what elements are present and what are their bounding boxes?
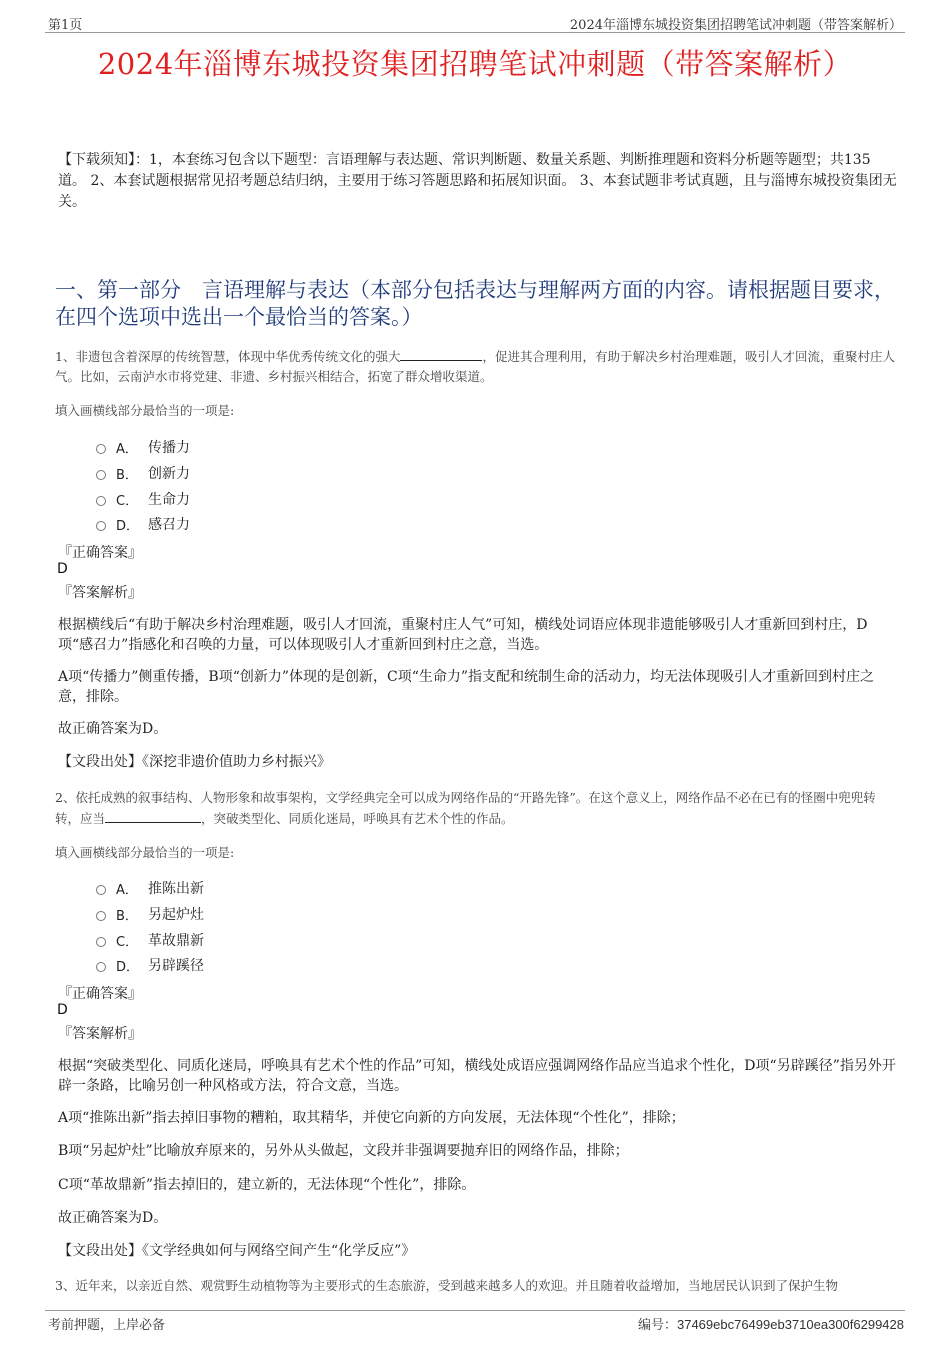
question-2-stem-after: ，突破类型化、同质化迷局，呼唤具有艺术个性的作品。 bbox=[201, 811, 514, 826]
question-2-analysis-1: 根据“突破类型化、同质化迷局，呼唤具有艺术个性的作品”可知，横线处成语应强调网络作品应当追求个性化，D项“另辟蹊径”指另外开辟一条路，比喻另创一种风格或方法，符合文意，当选。 bbox=[58, 1058, 896, 1094]
section-heading: 一、第一部分 言语理解与表达（本部分包括表达与理解两方面的内容。请根据题目要求，在四个选项中选出一个最恰当的答案。） bbox=[55, 278, 895, 329]
question-2-blank bbox=[105, 808, 201, 823]
question-1-correct-label: 『正确答案』 bbox=[58, 545, 142, 561]
question-2-option-d[interactable]: D． 另辟蹊径 bbox=[96, 955, 204, 975]
question-2-analysis-3: B项“另起炉灶”比喻放弃原来的，另外从头做起，文段并非强调要抛弃旧的网络作品，排除； bbox=[58, 1143, 629, 1159]
radio-icon[interactable] bbox=[96, 911, 106, 921]
question-1-analysis-1: 根据横线后“有助于解决乡村治理难题，吸引人才回流，重聚村庄人气”可知，横线处词语应体现非遗能够吸引人才重新回到村庄，D项“感召力”指感化和召唤的力量，可以体现吸引人才重新回到村庄之意，当选。 bbox=[58, 617, 868, 653]
question-1-option-b[interactable]: B． 创新力 bbox=[96, 463, 190, 483]
footer-serial: 编号：37469ebc76499eb3710ea300f6299428 bbox=[637, 1317, 904, 1332]
question-2-prompt: 填入画横线部分最恰当的一项是: bbox=[55, 845, 235, 860]
question-1-stem-before: 1、非遗包含着深厚的传统智慧，体现中华优秀传统文化的强大 bbox=[55, 349, 401, 364]
radio-icon[interactable] bbox=[96, 521, 106, 531]
question-2-analysis-2: A项“推陈出新”指去掉旧事物的糟粕，取其精华，并使它向新的方向发展，无法体现“个性化”，排除； bbox=[58, 1110, 685, 1126]
question-2-option-c[interactable]: C． 革故鼎新 bbox=[96, 930, 204, 950]
download-notice: 【下载须知】：1，本套练习包含以下题型：言语理解与表达题、常识判断题、数量关系题、判断推理题和资料分析题等题型；共135道。 2、本套试题根据常见招考题总结归纳，主要用于练习答题思路和拓展知识面。 3、本套试题非考试真题，且与淄博东城投资集团无关。 bbox=[58, 152, 897, 210]
radio-icon[interactable] bbox=[96, 444, 106, 454]
header-divider bbox=[45, 32, 905, 33]
radio-icon[interactable] bbox=[96, 937, 106, 947]
question-2-option-b[interactable]: B． 另起炉灶 bbox=[96, 904, 204, 924]
footer-divider bbox=[45, 1310, 905, 1311]
question-1-stem bbox=[55, 346, 900, 387]
question-1-option-a[interactable]: A． 传播力 bbox=[96, 437, 190, 457]
question-1-analysis-label: 『答案解析』 bbox=[58, 585, 142, 601]
question-2-option-a[interactable]: A． 推陈出新 bbox=[96, 878, 204, 898]
radio-icon[interactable] bbox=[96, 885, 106, 895]
question-2-stem bbox=[55, 788, 900, 829]
question-1-answer: D bbox=[57, 561, 68, 577]
radio-icon[interactable] bbox=[96, 496, 106, 506]
radio-icon[interactable] bbox=[96, 962, 106, 972]
question-2-answer: D bbox=[57, 1002, 68, 1018]
question-2-source: 【文段出处】《文学经典如何与网络空间产生“化学反应”》 bbox=[58, 1243, 416, 1259]
question-2-analysis-5: 故正确答案为D。 bbox=[58, 1210, 168, 1226]
header-page-label: 第1页 bbox=[48, 18, 83, 33]
question-1-analysis-2: A项“传播力”侧重传播，B项“创新力”体现的是创新，C项“生命力”指支配和统制生命的活动力，均无法体现吸引人才重新回到村庄之意，排除。 bbox=[58, 669, 875, 705]
footer-slogan: 考前押题，上岸必备 bbox=[48, 1318, 166, 1333]
header-doc-title: 2024年淄博东城投资集团招聘笔试冲刺题（带答案解析） bbox=[569, 18, 902, 33]
question-2-analysis-label: 『答案解析』 bbox=[58, 1026, 142, 1042]
question-1-stem-after: ，促进其合理利用，有助于解决乡村治理难题，吸引人才回流，重聚村庄人气。比如，云南泸水市将党建、非遗、乡村振兴相结合，拓宽了群众增收渠道。 bbox=[55, 349, 895, 384]
question-2-stem-before: 2、依托成熟的叙事结构、人物形象和故事架构，文学经典完全可以成为网络作品的“开路先锋”。在这个意义上，网络作品不必在已有的怪圈中兜兜转转，应当 bbox=[55, 790, 876, 826]
question-1-blank bbox=[400, 346, 482, 361]
radio-icon[interactable] bbox=[96, 470, 106, 480]
question-2-correct-label: 『正确答案』 bbox=[58, 986, 142, 1002]
question-1-source: 【文段出处】《深挖非遗价值助力乡村振兴》 bbox=[58, 754, 331, 770]
question-3-stem: 3、近年来，以亲近自然、观赏野生动植物等为主要形式的生态旅游，受到越来越多人的欢迎。并且随着收益增加，当地居民认识到了保护生物 bbox=[55, 1278, 838, 1293]
question-2-analysis-4: C项“革故鼎新”指去掉旧的，建立新的，无法体现“个性化”，排除。 bbox=[58, 1177, 476, 1193]
question-1-option-d[interactable]: D． 感召力 bbox=[96, 514, 190, 534]
question-1-option-c[interactable]: C． 生命力 bbox=[96, 489, 190, 509]
question-1-analysis-3: 故正确答案为D。 bbox=[58, 721, 168, 737]
question-1-prompt: 填入画横线部分最恰当的一项是: bbox=[55, 403, 235, 418]
document-title: 2024年淄博东城投资集团招聘笔试冲刺题（带答案解析） bbox=[97, 47, 853, 81]
